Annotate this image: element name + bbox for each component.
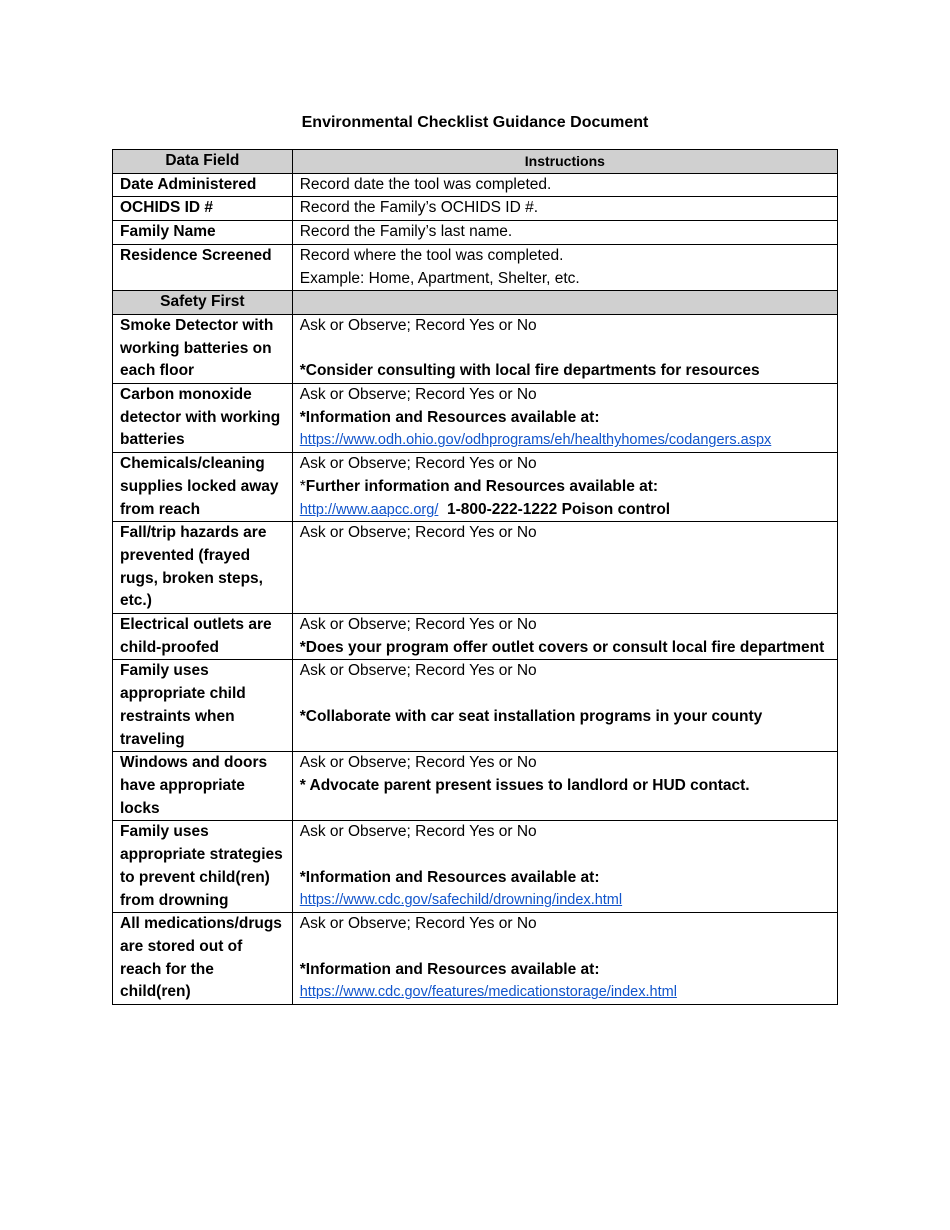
table-row (113, 522, 838, 614)
header-instructions: Instructions (292, 150, 837, 174)
field-ochids-id: OCHIDS ID # (113, 197, 293, 221)
ask-observe-text: Ask or Observe; Record Yes or No (299, 316, 537, 334)
field-drowning-prevention: Family uses appropriate strategies to prevent child(ren) from drowning (113, 821, 293, 913)
field-date-administered: Date Administered (113, 173, 293, 197)
instructions-chemicals (292, 453, 837, 522)
ask-observe-text: Ask or Observe; Record Yes or No (299, 662, 537, 680)
field-fall-trip-hazards: Fall/trip hazards are prevented (frayed rugs, broken steps, etc.) (113, 522, 293, 614)
ask-observe-text: Ask or Observe; Record Yes or No (299, 455, 537, 473)
resource-note: *Collaborate with car seat installation programs in your county (299, 707, 763, 725)
instructions-electrical-outlets (292, 614, 837, 660)
instructions-fall-trip-hazards (292, 522, 837, 614)
instructions-residence-screened (292, 244, 837, 290)
table-row (113, 913, 838, 1005)
resource-note: *Information and Resources available at: (299, 960, 600, 978)
section-header-row (113, 291, 838, 315)
field-carbon-monoxide: Carbon monoxide detector with working batteries (113, 384, 293, 453)
resource-note: *Consider consulting with local fire departments for resources (299, 362, 760, 380)
resource-note: * Advocate parent present issues to landlord or HUD contact. (299, 776, 750, 794)
resource-note: *Information and Resources available at: (299, 408, 600, 426)
table-header-row (113, 150, 838, 174)
table-row (113, 221, 838, 245)
header-data-field: Data Field (113, 150, 293, 174)
instructions-carbon-monoxide (292, 384, 837, 453)
field-medication-storage: All medications/drugs are stored out of reach for the child(ren) (113, 913, 293, 1005)
ask-observe-text: Ask or Observe; Record Yes or No (299, 386, 537, 404)
instructions-smoke-detector (292, 314, 837, 383)
field-chemicals: Chemicals/cleaning supplies locked away from reach (113, 453, 293, 522)
field-window-door-locks: Windows and doors have appropriate locks (113, 752, 293, 821)
note-asterisk: * (299, 477, 306, 495)
page-title: Environmental Checklist Guidance Document (301, 114, 649, 131)
table-row (113, 453, 838, 522)
resource-note: Further information and Resources available at: (305, 477, 659, 495)
instructions-window-door-locks (292, 752, 837, 821)
resource-note: *Does your program offer outlet covers or consult local fire department (299, 638, 825, 656)
instructions-family-name: Record the Family’s last name. (292, 221, 837, 245)
table-row (113, 314, 838, 383)
instructions-ochids-id: Record the Family’s OCHIDS ID #. (292, 197, 837, 221)
aapcc-link[interactable]: http://www.aapcc.org/ (299, 501, 439, 518)
instruction-example: Example: Home, Apartment, Shelter, etc. (299, 269, 580, 287)
table-row (113, 384, 838, 453)
field-residence-screened: Residence Screened (113, 244, 293, 290)
instructions-medication-storage (292, 913, 837, 1005)
cdc-drowning-link[interactable]: https://www.cdc.gov/safechild/drowning/index.html (299, 892, 623, 909)
guidance-table (112, 149, 838, 1005)
ask-observe-text: Ask or Observe; Record Yes or No (299, 616, 537, 634)
field-family-name: Family Name (113, 221, 293, 245)
table-row (113, 197, 838, 221)
resource-note-line (300, 476, 830, 499)
section-title: Safety First (113, 291, 293, 315)
ask-observe-text: Ask or Observe; Record Yes or No (299, 915, 537, 933)
field-electrical-outlets: Electrical outlets are child-proofed (113, 614, 293, 660)
resource-note: *Information and Resources available at: (299, 868, 600, 886)
table-row (113, 660, 838, 752)
poison-control-phone: 1-800-222-1222 Poison control (446, 500, 671, 518)
resource-link-line (300, 499, 830, 522)
table-row (113, 244, 838, 290)
instructions-drowning-prevention (292, 821, 837, 913)
field-smoke-detector: Smoke Detector with working batteries on each floor (113, 314, 293, 383)
odh-codangers-link[interactable]: https://www.odh.ohio.gov/odhprograms/eh/healthyhomes/codangers.aspx (299, 432, 772, 449)
ask-observe-text: Ask or Observe; Record Yes or No (299, 823, 537, 841)
instructions-child-restraints (292, 660, 837, 752)
cdc-medication-storage-link[interactable]: https://www.cdc.gov/features/medicationstorage/index.html (299, 984, 677, 1001)
ask-observe-text: Ask or Observe; Record Yes or No (299, 524, 537, 542)
instruction-text: Record where the tool was completed. (299, 246, 564, 264)
table-row (113, 752, 838, 821)
table-row (113, 821, 838, 913)
field-child-restraints: Family uses appropriate child restraints when traveling (113, 660, 293, 752)
table-row (113, 614, 838, 660)
section-empty-cell (292, 291, 837, 315)
instructions-date-administered: Record date the tool was completed. (292, 173, 837, 197)
table-row (113, 173, 838, 197)
ask-observe-text: Ask or Observe; Record Yes or No (299, 754, 537, 772)
